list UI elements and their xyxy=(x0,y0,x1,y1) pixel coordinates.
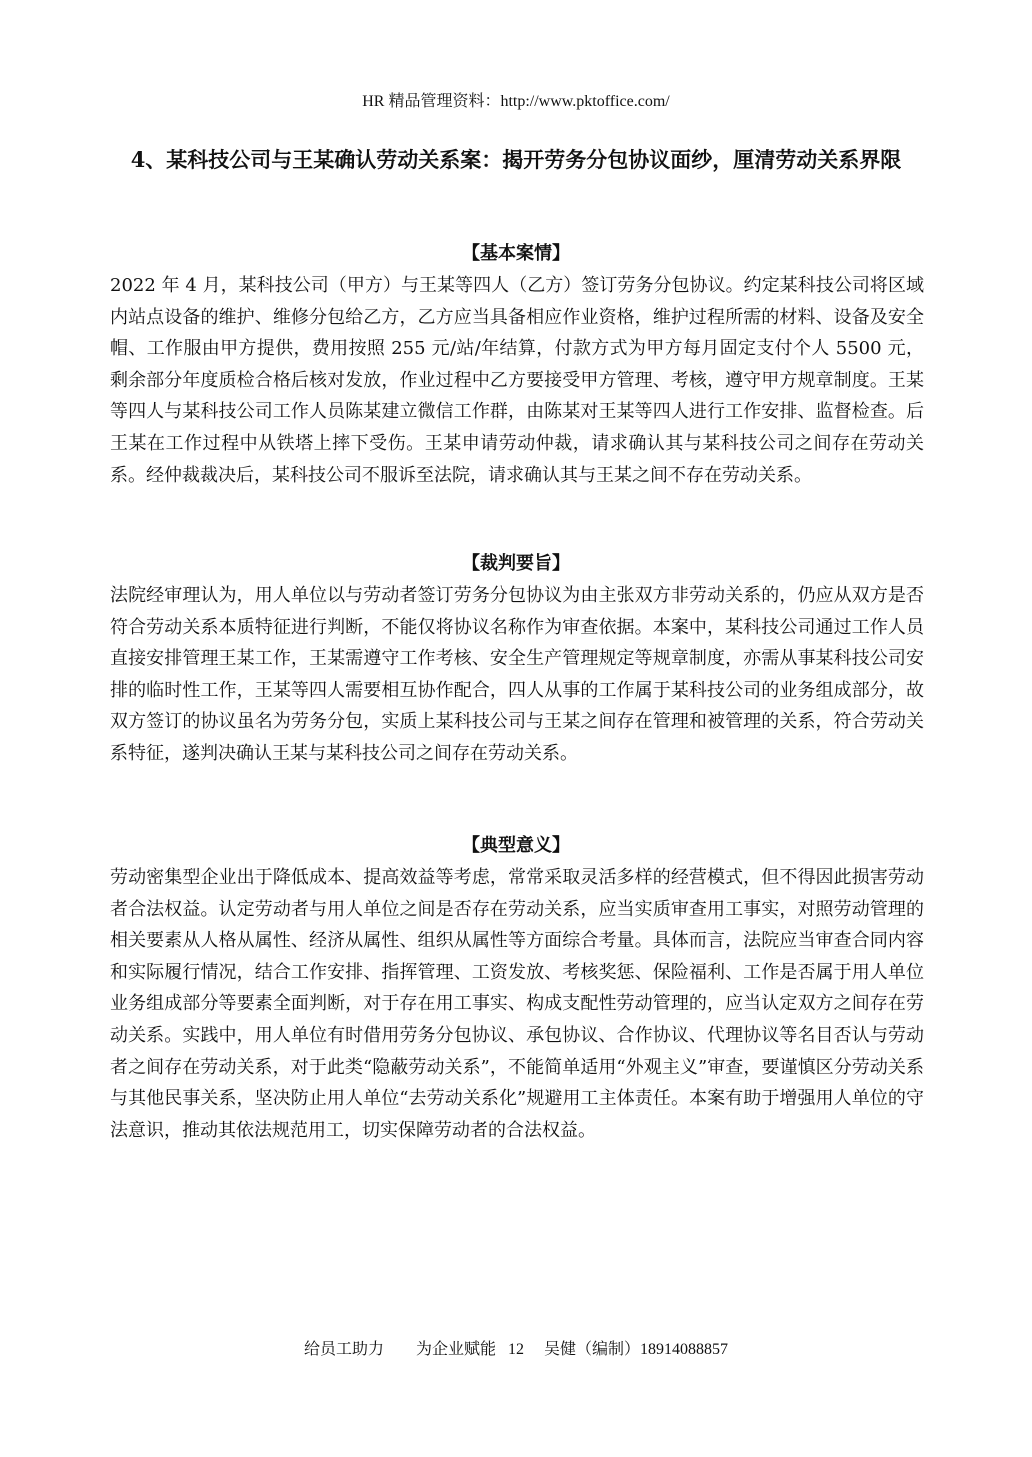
footer-right-text: 吴健（编制）18914088857 xyxy=(544,1341,729,1358)
footer-middle-text: 为企业赋能 xyxy=(415,1341,496,1358)
section-heading-judgment-summary: 【裁判要旨】 xyxy=(462,553,570,574)
section-body-judgment-summary: 法院经审理认为，用人单位以与劳动者签订劳务分包协议为由主张双方非劳动关系的，仍应从双方是否符合劳动关系本质特征进行判断，不能仅将协议名称作为审查依据。本案中，某科技公司通过工作人员直接安排管理王某工作，王某需遵守工作考核、安全生产管理规定等规章制度，亦需从事某科技公司安排的临时性工作，王某等四人需要相互协作配合，四人从事的工作属于某科技公司的业务组成部分，故双方签订的协议虽名为劳务分包，实质上某科技公司与王某之间存在管理和被管理的关系，符合劳动关系特征，遂判决确认王某与某科技公司之间存在劳动关系。 xyxy=(110,585,924,764)
document-title: 4、某科技公司与王某确认劳动关系案：揭开劳务分包协议面纱，厘清劳动关系界限 xyxy=(130,147,902,172)
page-footer xyxy=(0,1336,1032,1359)
footer-left-text: 给员工助力 xyxy=(303,1341,384,1358)
page-number: 12 xyxy=(508,1341,524,1358)
section-heading-basic-facts: 【基本案情】 xyxy=(462,243,570,264)
section-body-typical-significance: 劳动密集型企业出于降低成本、提高效益等考虑，常常采取灵活多样的经营模式，但不得因此损害劳动者合法权益。认定劳动者与用人单位之间是否存在劳动关系，应当实质审查用工事实，对照劳动管理的相关要素从人格从属性、经济从属性、组织从属性等方面综合考量。具体而言，法院应当审查合同内容和实际履行情况，结合工作安排、指挥管理、工资发放、考核奖惩、保险福利、工作是否属于用人单位业务组成部分等要素全面判断，对于存在用工事实、构成支配性劳动管理的，应当认定双方之间存在劳动关系。实践中，用人单位有时借用劳务分包协议、承包协议、合作协议、代理协议等名目否认与劳动者之间存在劳动关系，对于此类“隐蔽劳动关系”，不能简单适用“外观主义”审查，要谨慎区分劳动关系与其他民事关系，坚决防止用人单位“去劳动关系化”规避用工主体责任。本案有助于增强用人单位的守法意识，推动其依法规范用工，切实保障劳动者的合法权益。 xyxy=(110,867,924,1141)
section-body-basic-facts: 2022 年 4 月，某科技公司（甲方）与王某等四人（乙方）签订劳务分包协议。约定某科技公司将区域内站点设备的维护、维修分包给乙方，乙方应当具备相应作业资格，维护过程所需的材料、设备及安全帽、工作服由甲方提供，费用按照 255 元/站/年结算，付款方式为甲方每月固定支付个人 5500 元，剩余部分年度质检合格后核对发放，作业过程中乙方要接受甲方管理、考核，遵守甲方规章制度。王某等四人与某科技公司工作人员陈某建立微信工作群，由陈某对王某等四人进行工作安排、监督检查。后王某在工作过程中从铁塔上摔下受伤。王某申请劳动仲裁，请求确认其与某科技公司之间存在劳动关系。经仲裁裁决后，某科技公司不服诉至法院，请求确认其与王某之间不存在劳动关系。 xyxy=(110,275,924,486)
header-text: HR 精品管理资料：http://www.pktoffice.com/ xyxy=(362,93,670,110)
section-heading-typical-significance: 【典型意义】 xyxy=(462,835,570,856)
page-header xyxy=(0,88,1032,111)
